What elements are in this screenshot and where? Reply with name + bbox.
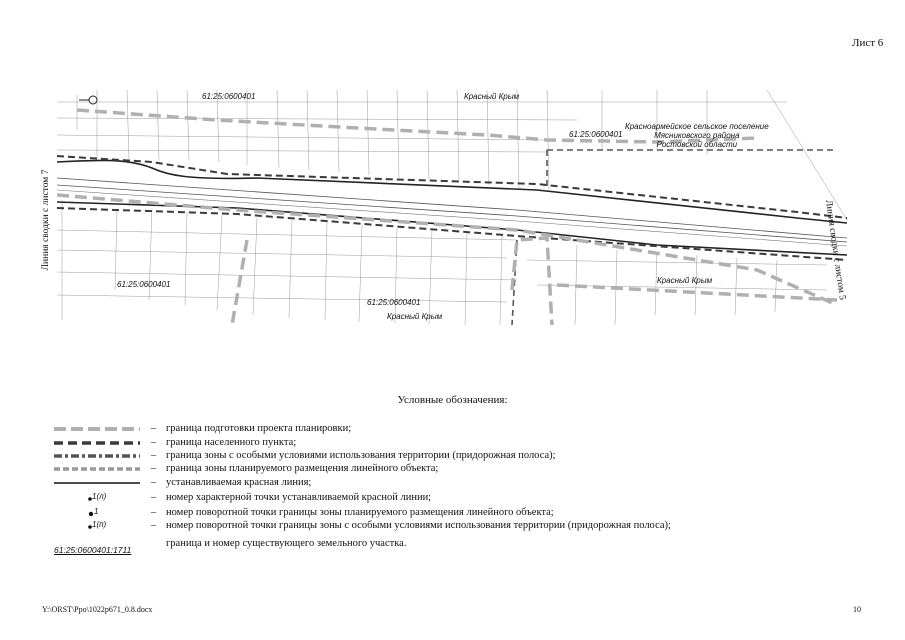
legend-symbol-light-dash — [52, 463, 142, 476]
footer-file-path: Y:\ORST\Ppo\1022p671_0.8.docx — [42, 605, 153, 614]
merge-line-label-right: Линия сводки с листом 5 — [823, 199, 847, 301]
legend-text: граница подготовки проекта планировки; — [166, 423, 352, 434]
road-edge-top — [57, 160, 847, 223]
settlement-note — [625, 122, 769, 149]
sheet-label: Лист 6 — [852, 37, 884, 49]
legend-text: номер поворотной точки границы зоны с особыми условиями использования территории (придорожная полоса); — [166, 520, 671, 531]
legend-symbol-gray-dash — [52, 423, 142, 436]
legend-marker: 1(п) — [92, 520, 107, 529]
parcel-label-4: 61:25:0600401 — [367, 298, 421, 307]
parcel-label-2: 61:25:0600401 — [202, 92, 256, 101]
legend-text: номер характерной точки устанавливаемой красной линии; — [166, 492, 432, 503]
legend-item-linear-object-zone: – граница зоны планируемого размещения линейного объекта; — [52, 463, 812, 476]
legend-text: номер поворотной точки границы зоны планируемого размещения линейного объекта; — [166, 507, 554, 518]
street-label-top: Красный Крым — [464, 92, 520, 101]
settlement-note-line-3: Ростовской области — [656, 140, 738, 149]
legend-item-roadside-zone: – граница зоны с особыми условиями использования территории (придорожная полоса); — [52, 450, 812, 463]
legend-item-roadside-point: 1(п) – номер поворотной точки границы зоны с особыми условиями использования территории (придорожная полоса); — [52, 520, 812, 546]
legend-item-red-line-point: 1(л) – номер характерной точки устанавливаемой красной линии; — [52, 492, 812, 505]
legend-item-linear-zone-point: 1 – номер поворотной точки границы зоны планируемого размещения линейного объекта; — [52, 507, 812, 520]
legend-item-settlement-boundary: – граница населенного пункта; — [52, 437, 812, 450]
legend-parcel-number: 61:25:0600401:1711 — [54, 545, 132, 555]
legend-text: граница населенного пункта; — [166, 437, 297, 448]
settlement-note-line-1: Красноармейское сельское поселение — [625, 122, 769, 131]
legend-symbol-point-l — [52, 492, 142, 505]
planning-map — [57, 90, 847, 325]
parcel-label-1: 61:25:0600401 — [569, 130, 623, 139]
legend-text: устанавливаемая красная линия; — [166, 477, 312, 488]
legend-text: граница зоны с особыми условиями использования территории (придорожная полоса); — [166, 450, 556, 461]
legend-symbol-dark-dash — [52, 437, 142, 450]
legend-symbol-point — [52, 507, 142, 520]
legend-item-red-line: – устанавливаемая красная линия; — [52, 477, 812, 490]
merge-line-label-left: Линия сводки с листом 7 — [41, 169, 51, 271]
street-label-right: Красный Крым — [657, 276, 713, 285]
legend-item-planning-boundary: – граница подготовки проекта планировки; — [52, 423, 812, 436]
legend-symbol-solid-line — [52, 477, 142, 490]
legend-marker: 1(л) — [92, 492, 107, 501]
legend-item-land-parcel — [52, 533, 812, 555]
page-number: 10 — [853, 605, 861, 614]
legend-text: граница и номер существующего земельного участка. — [166, 538, 407, 549]
legend-text: граница зоны планируемого размещения линейного объекта; — [166, 463, 439, 474]
legend-symbol-dash-dot — [52, 450, 142, 463]
legend-marker: 1 — [94, 507, 99, 516]
legend-title: Условные обозначения: — [397, 394, 508, 406]
street-label-bottom: Красный Крым — [387, 312, 443, 321]
north-marker — [79, 96, 97, 104]
parcel-label-3: 61:25:0600401 — [117, 280, 171, 289]
settlement-note-line-2: Мясниковского района — [654, 131, 740, 140]
